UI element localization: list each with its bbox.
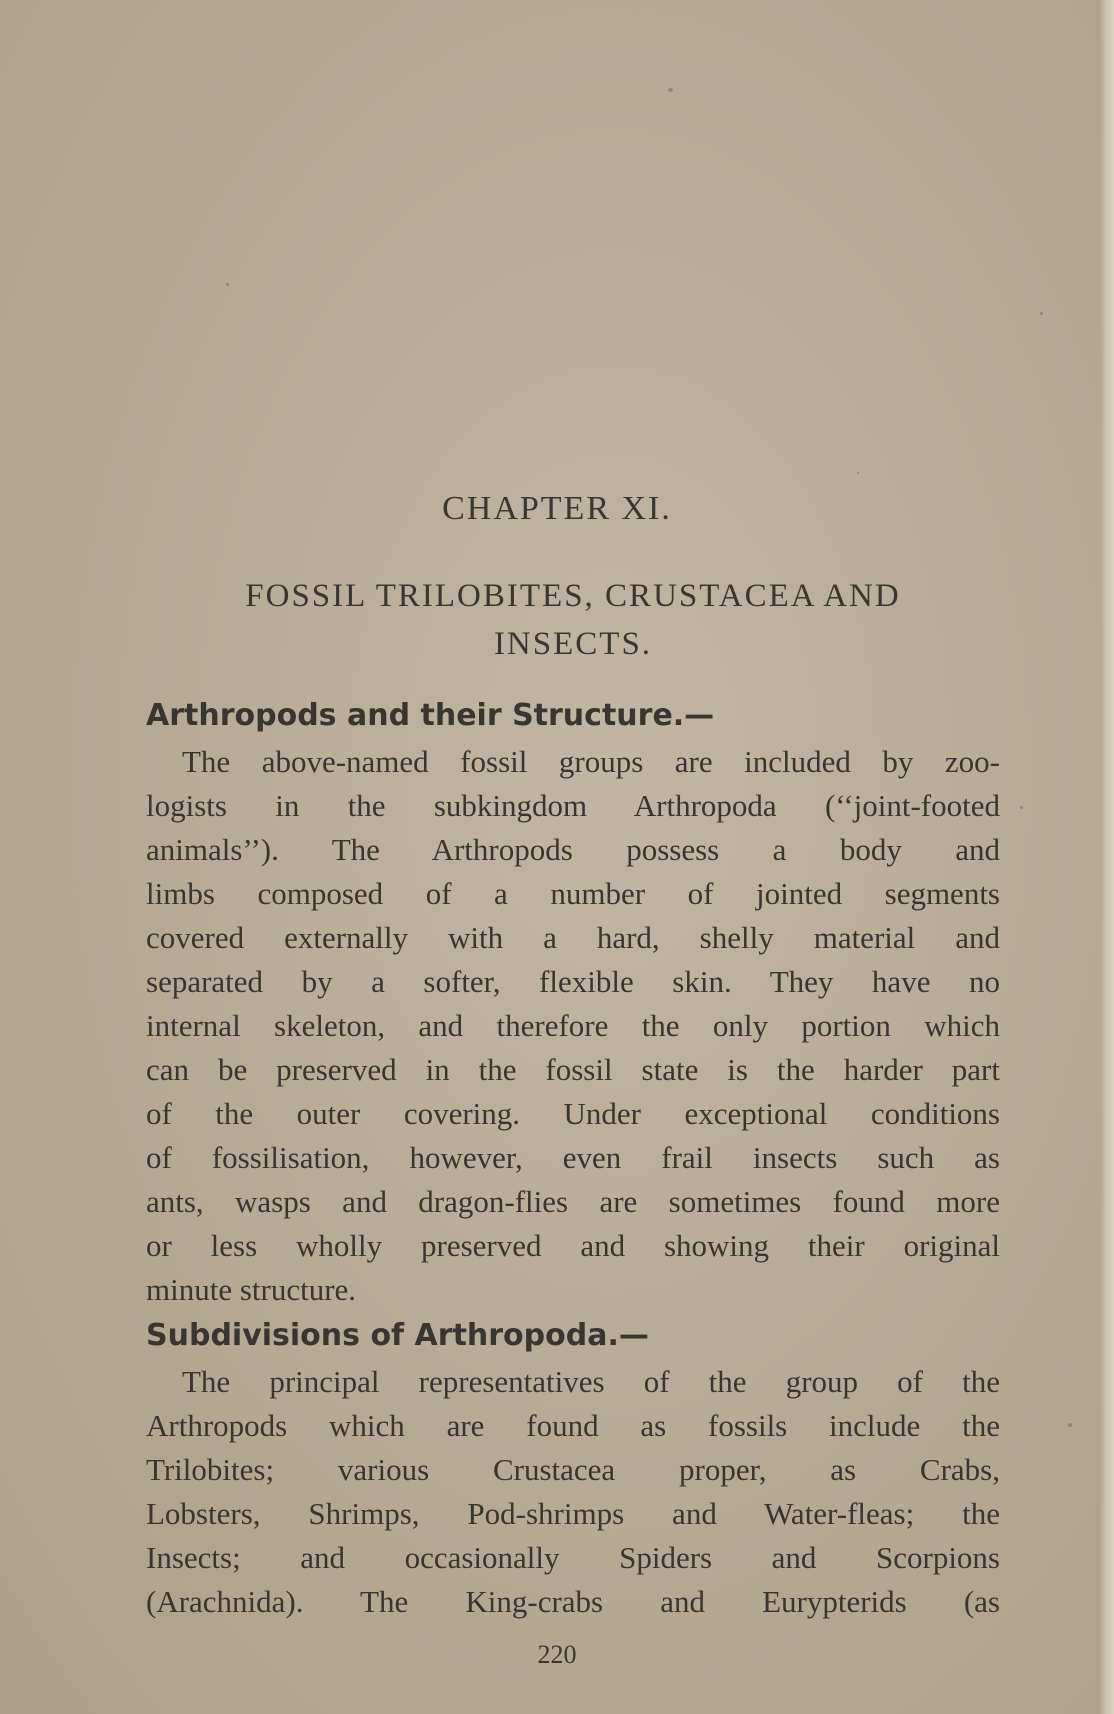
page-edge [1100,0,1114,1714]
paper-speck [857,472,859,474]
text-line: limbs composed of a number of jointed segments [146,876,1000,911]
text-line: The above-named fossil groups are included by zoo- [182,744,1000,779]
paper-speck [1068,1423,1072,1427]
text-line: internal skeleton, and therefore the only portion which [146,1008,1000,1043]
page-number: 220 [537,1640,577,1669]
text-line: covered externally with a hard, shelly material and [146,920,1000,955]
paper-speck [1020,806,1023,809]
text-line: of the outer covering. Under exceptional conditions [146,1096,1000,1131]
text-line: (Arachnida). The King-crabs and Eurypterids (as [146,1584,1000,1619]
text-line: minute structure. [146,1272,357,1307]
section-heading-subdivisions: Subdivisions of Arthropoda.— [146,1318,649,1353]
text-line: of fossilisation, however, even frail insects such as [146,1140,1000,1175]
text-line: Trilobites; various Crustacea proper, as Crabs, [146,1452,1000,1487]
paper-speck [668,88,673,92]
text-line: Lobsters, Shrimps, Pod-shrimps and Water-fleas; the [146,1496,1000,1531]
text-line: Arthropods which are found as fossils include the [146,1408,1000,1443]
chapter-label: CHAPTER XI. [442,490,672,527]
text-line: The principal representatives of the group of the [182,1364,1000,1399]
text-line: can be preserved in the fossil state is the harder part [146,1052,1000,1087]
paper-speck [226,283,229,286]
chapter-title-line-2: INSECTS. [493,626,653,662]
text-line: animals’’). The Arthropods possess a body and [146,832,1000,867]
section-heading-arthropods-structure: Arthropods and their Structure.— [146,698,715,733]
text-line: Insects; and occasionally Spiders and Scorpions [146,1540,1000,1575]
chapter-title [150,572,996,668]
text-line: logists in the subkingdom Arthropoda (‘‘joint-footed [146,788,1000,823]
paper-speck [1040,312,1043,315]
chapter-title-line-1: FOSSIL TRILOBITES, CRUSTACEA AND [245,578,901,614]
text-line: separated by a softer, flexible skin. They have no [146,964,1000,999]
text-line: ants, wasps and dragon-flies are sometimes found more [146,1184,1000,1219]
text-line: or less wholly preserved and showing their original [146,1228,1000,1263]
